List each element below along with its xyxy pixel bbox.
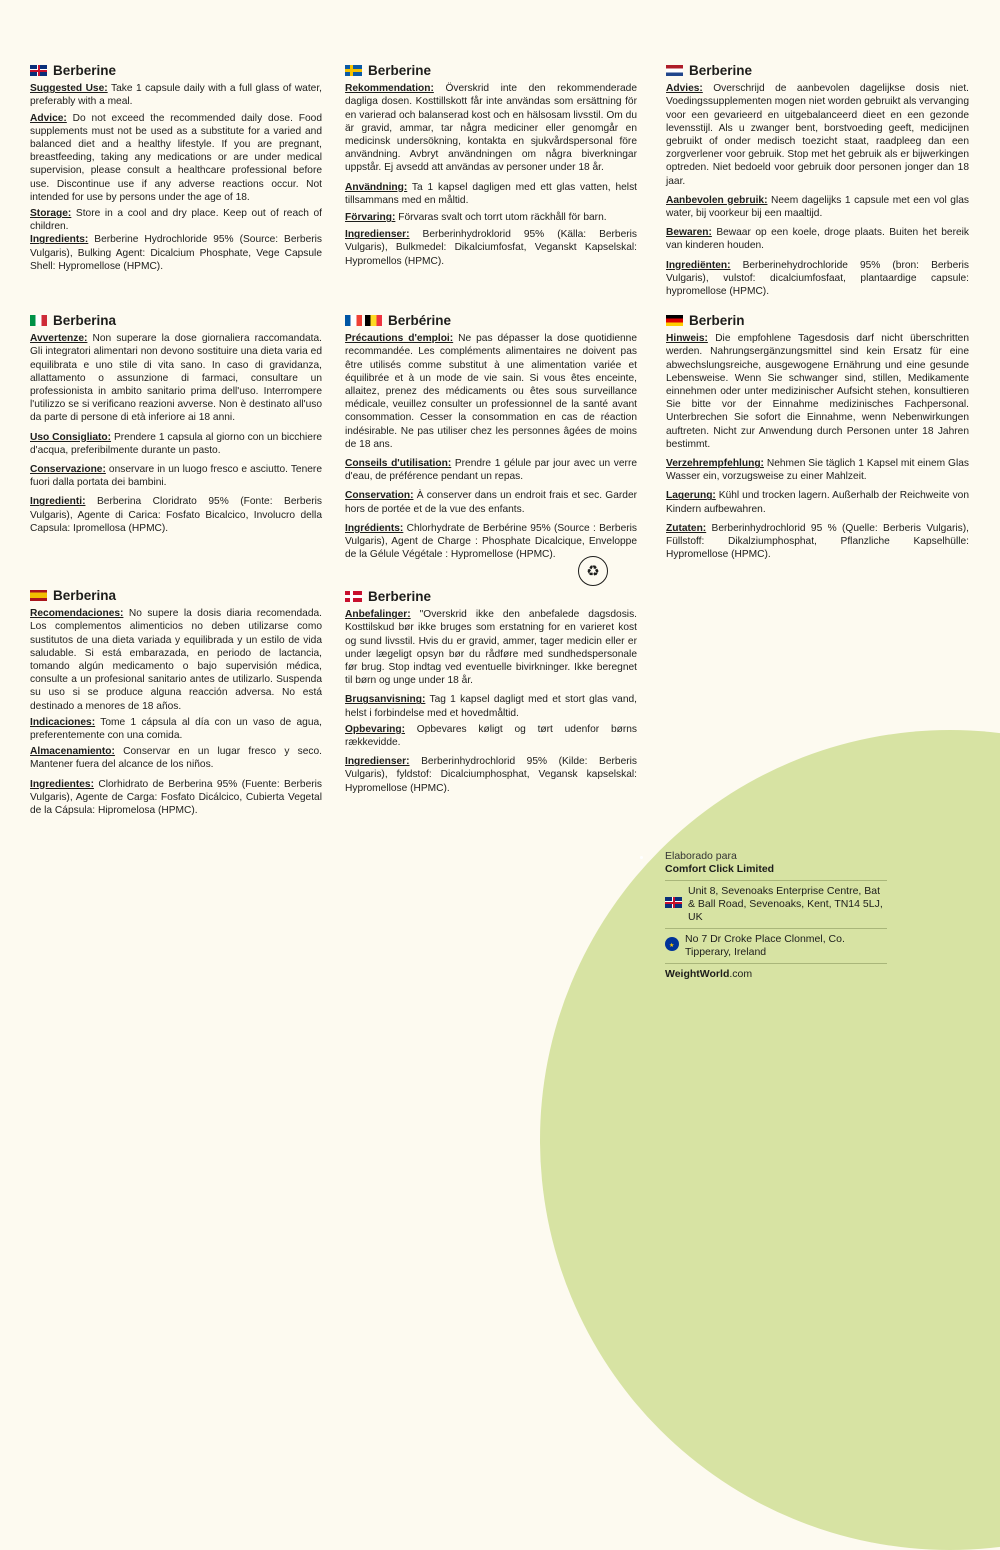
section-title: Berberina [30,314,322,327]
recycle-icon: ♻ [578,556,608,586]
spain-flag-icon [30,590,47,601]
italy-flag-icon [30,315,47,326]
sweden-flag-icon [345,65,362,76]
uk-address-row [665,880,887,928]
paragraph: Suggested Use: Take 1 capsule daily with a full glass of water, preferably with a meal. [30,83,322,108]
ie-address-row [665,928,887,963]
paragraph: Storage: Store in a cool and dry place. Keep out of reach of children. [30,208,322,233]
section-title: Berbérine [345,314,637,327]
paragraph: Bewaren: Bewaar op een koele, droge plaats. Buiten het bereik van kinderen houden. [666,227,969,252]
paragraph: Advies: Overschrijd de aanbevolen dagelijkse dosis niet. Voedingssupplementen mogen niet worden gebruikt als vervanging voor een gevarieerd en uitgebalanceerd dieet en een gezonde levensstijl. Als u zwanger bent, borstvoeding geeft, medicijnen gebruikt of onder medisch toezicht staat, raadpleeg dan een zorgverlener voor gebruik. Stop met het gebruik als er bijwerkingen optreden. Niet bedoeld voor gebruik door personen jonger dan 18 jaar. [666,83,969,187]
eu-flag-icon [665,937,679,951]
paragraph: Ingredienser: Berberinhydroklorid 95% (Källa: Berberis Vulgaris), Bulkmedel: Dikalciumfosfat, Veganskt Kapselskal: Hypromellos (HPMC). [345,229,637,267]
paragraph: Avvertenze: Non superare la dose giornaliera raccomandata. Gli integratori alimentari non devono sostituire una dieta varia ed equilibrata e uno stile di vita sano. In caso di gravidanza, allattamento o assunzione di farmaci, consultare un professionista in ambito sanitario prima dell'uso. Interrompere l'utilizzo se si verificano reazioni avverse. Non è destinato all'uso da parte di persone di età inferiore ai 18 anni. [30,333,322,424]
paragraph: Recomendaciones: No supere la dosis diaria recomendada. Los complementos alimenticios no deben utilizarse como sustitutos de una dieta variada y equilibrada y un estilo de vida saludable. Si está embarazada, en periodo de lactancia, tomando algún medicamento o bajo supervisión médica, consulte a un profesional sanitario antes de utilizarlo. Suspenda su uso si se produce alguna reacción adversa. No está destinado a menores de 18 años. [30,608,322,712]
paragraph: Rekommendation: Överskrid inte den rekommenderade dagliga dosen. Kosttillskott får inte användas som ersättning för en varierad och balanserad kost och en hälsosam livsstil. Om du är gravid, ammar, tar några mediciner eller genomgår en medicinsk undersökning, kontakta en sjukvårdspersonal före användning. Avbryt användningen om några biverkningar uppstår. Ej avsedd att användas av personer under 18 år. [345,83,637,174]
section-es [30,589,322,820]
paragraph: Lagerung: Kühl und trocken lagern. Außerhalb der Reichweite von Kindern aufbewahren. [666,490,969,515]
section-se [345,64,637,271]
paragraph: Zutaten: Berberinhydrochlorid 95 % (Quelle: Berberis Vulgaris), Füllstoff: Dikalziumphosphat, Pflanzliche Kapselhülle: Hypromellose (HPMC). [666,522,969,561]
section-nl [666,64,969,301]
paragraph: Ingredientes: Clorhidrato de Berberina 95% (Fuente: Berberis Vulgaris), Agente de Carga: Fosfato Dicálcico, Cubierta Vegetal de la Cápsula: Hipromelosa (HPMC). [30,778,322,817]
denmark-flag-icon [345,591,362,602]
belgium-flag-icon [365,315,382,326]
section-fr [345,314,637,564]
section-title: Berberine [345,64,637,77]
company-name: Comfort Click Limited [665,863,775,875]
section-title: Berberin [666,314,969,327]
paragraph: Advice: Do not exceed the recommended daily dose. Food supplements must not be used as a substitute for a varied and balanced diet and a healthy lifestyle. If you are pregnant, breastfeeding, taking any medications or are under medical supervision, please consult a healthcare professional before use. Discontinue use if any adverse reactions occur. Not intended for use by persons under the age of 18. [30,112,322,203]
paragraph: Opbevaring: Opbevares køligt og tørt udenfor børns rækkevidde. [345,723,637,749]
uk-address: Unit 8, Sevenoaks Enterprise Centre, Bat & Ball Road, Sevenoaks, Kent, TN14 5LJ, UK [688,885,883,923]
footer [665,850,887,981]
france-flag-icon [345,315,362,326]
section-it [30,314,322,538]
uk-flag-icon [30,65,47,76]
uk-flag-icon [665,897,682,908]
paragraph: Précautions d'emploi: Ne pas dépasser la dose quotidienne recommandée. Les compléments alimentaires ne doivent pas être utilisés comme substitut à une alimentation variée et équilibrée et à un mode de vie sain. Si vous êtes enceinte, allaitez, prenez des médicaments ou êtes sous surveillance médicale, veuillez consulter un professionnel de la santé avant consommation. Cesser la consommation en cas de réaction indésirable. Ne pas utiliser chez les personnes âgées de moins de 18 ans. [345,333,638,450]
ie-address: No 7 Dr Croke Place Clonmel, Co. Tipperary, Ireland [685,933,845,958]
section-de [666,314,969,564]
paragraph: Ingredienser: Berberinhydrochlorid 95% (Kilde: Berberis Vulgaris), fyldstof: Dicalciumphosphat, Vegansk kapselskal: Hypromellose (HPMC). [345,756,637,794]
brand-logo: WeightWorld.com [665,963,887,981]
paragraph: Conseils d'utilisation: Prendre 1 gélule par jour avec un verre d'eau, de préférence pendant un repas. [345,458,638,483]
section-title: Berberine [345,590,637,603]
paragraph: Conservation: À conserver dans un endroit frais et sec. Garder hors de portée et de la vue des enfants. [345,490,637,515]
paragraph: Hinweis: Die empfohlene Tagesdosis darf nicht überschritten werden. Nahrungsergänzungsmittel sind kein Ersatz für eine abwechslungsreiche, ausgewogene Ernährung und eine gesunde Lebensweise. Wenn Sie schwanger sind, stillen, Medikamente einnehmen oder unter medizinischer Aufsicht stehen, konsultieren Sie bitte vor der Einnahme medizinisches Fachpersonal. Unterbrechen Sie sofort die Einnahme, wenn Nebenwirkungen auftreten. Nicht zur Anwendung durch Personen unter 18 Jahren bestimmt. [666,333,969,450]
germany-flag-icon [666,315,683,326]
paragraph: Verzehrempfehlung: Nehmen Sie täglich 1 Kapsel mit einem Glas Wasser ein, vorzugsweise zu einer Mahlzeit. [666,458,969,483]
paragraph: Aanbevolen gebruik: Neem dagelijks 1 capsule met een vol glas water, bij voorkeur bij een maaltijd. [666,194,969,220]
decorative-dot [640,856,643,859]
paragraph: Conservazione: onservare in un luogo fresco e asciutto. Tenere fuori dalla portata dei bambini. [30,464,322,489]
paragraph: Almacenamiento: Conservar en un lugar fresco y seco. Mantener fuera del alcance de los niños. [30,746,322,771]
paragraph: Förvaring: Förvaras svalt och torrt utom räckhåll för barn. [345,212,607,224]
paragraph: Ingrédients: Chlorhydrate de Berbérine 95% (Source : Berberis Vulgaris), Agent de Charge : Phosphate Dicalcique, Enveloppe de la Gélule Végétale : Hypromellose (HPMC). [345,522,637,561]
paragraph: Indicaciones: Tome 1 cápsula al día con un vaso de agua, preferentemente con una comida. [30,716,322,742]
paragraph: Användning: Ta 1 kapsel dagligen med ett glas vatten, helst tillsammans med en måltid. [345,181,637,206]
paragraph: Ingredienti: Berberina Cloridrato 95% (Fonte: Berberis Vulgaris), Agente di Carica: Fosfato Bicalcico, Involucro della Capsula: Ipromellosa (HPMC). [30,496,322,534]
paragraph: Brugsanvisning: Tag 1 kapsel dagligt med et stort glas vand, helst i forbindelse med et hovedmåltid. [345,694,637,719]
made-for-label: Elaborado para [665,850,737,862]
section-dk [345,590,637,798]
paragraph: Ingrediënten: Berberinehydrochloride 95% (bron: Berberis Vulgaris), vulstof: dicalciumfosfaat, plantaardige capsule: hypromellose (HPMC). [666,259,969,298]
section-title: Berberine [666,64,969,77]
section-en [30,64,322,276]
netherlands-flag-icon [666,65,683,76]
section-title: Berberina [30,589,322,602]
paragraph: Anbefalinger: "Overskrid ikke den anbefalede dagsdosis. Kosttilskud bør ikke bruges som erstatning for en varieret kost og sund livsstil. Hvis du er gravid, ammer, tager medicin eller er under lægeligt opsyn bør du rådføre med sundhedspersonale før brug. Stop indtag ved eventuelle bivirkninger. Ikke beregnet til børn og unge under 18 år. [345,609,637,687]
section-title: Berberine [30,64,322,77]
paragraph: Uso Consigliato: Prendere 1 capsula al giorno con un bicchiere d'acqua, preferibilmente durante un pasto. [30,431,323,456]
paragraph: Ingredients: Berberine Hydrochloride 95% (Source: Berberis Vulgaris), Bulking Agent: Dicalcium Phosphate, Vege Capsule Shell: Hypromellose (HPMC). [30,234,322,272]
